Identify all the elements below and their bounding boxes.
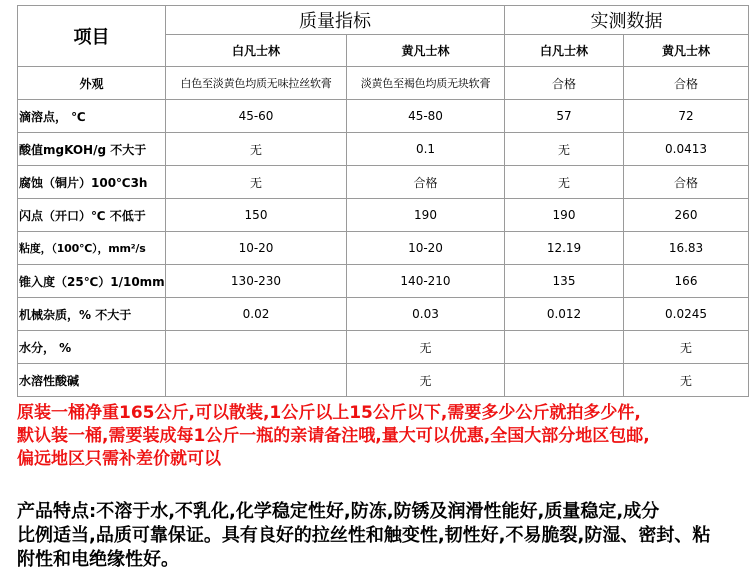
measured-white-cell bbox=[505, 331, 624, 364]
table-row bbox=[18, 133, 749, 166]
spec-yellow-cell: 190 bbox=[347, 199, 505, 232]
measured-white-cell: 0.012 bbox=[505, 298, 624, 331]
row-label: 机械杂质，% 不大于 bbox=[18, 298, 166, 331]
measured-white-cell: 合格 bbox=[505, 67, 624, 100]
row-label: 锥入度（25℃）1/10mm bbox=[18, 265, 166, 298]
measured-yellow-cell: 166 bbox=[624, 265, 749, 298]
table-row bbox=[18, 364, 749, 397]
spec-yellow-cell: 合格 bbox=[347, 166, 505, 199]
header-spec-white: 白凡士林 bbox=[166, 35, 347, 67]
row-label: 酸值mgKOH/g 不大于 bbox=[18, 133, 166, 166]
measured-white-cell: 135 bbox=[505, 265, 624, 298]
row-label: 水溶性酸碱 bbox=[18, 364, 166, 397]
measured-white-cell: 57 bbox=[505, 100, 624, 133]
measured-white-cell bbox=[505, 364, 624, 397]
measured-yellow-cell: 0.0245 bbox=[624, 298, 749, 331]
measured-yellow-cell: 72 bbox=[624, 100, 749, 133]
spec-white-cell: 无 bbox=[166, 133, 347, 166]
spec-white-cell: 白色至淡黄色均质无味拉丝软膏 bbox=[166, 67, 347, 100]
row-label: 外观 bbox=[18, 67, 166, 100]
spec-white-cell: 150 bbox=[166, 199, 347, 232]
spec-white-cell bbox=[166, 364, 347, 397]
spec-white-cell: 130-230 bbox=[166, 265, 347, 298]
table-row bbox=[18, 331, 749, 364]
table-row bbox=[18, 298, 749, 331]
notice-line: 偏远地区只需补差价就可以 bbox=[17, 449, 221, 469]
row-label: 滴溶点， ℃ bbox=[18, 100, 166, 133]
row-label: 闪点（开口）℃ 不低于 bbox=[18, 199, 166, 232]
spec-white-cell: 无 bbox=[166, 166, 347, 199]
table-row bbox=[18, 232, 749, 265]
spec-white-cell: 0.02 bbox=[166, 298, 347, 331]
notice-line: 原装一桶净重165公斤,可以散装,1公斤以上15公斤以下,需要多少公斤就拍多少件, bbox=[17, 403, 641, 423]
measured-yellow-cell: 0.0413 bbox=[624, 133, 749, 166]
features-line: 附性和电绝缘性好。 bbox=[17, 549, 179, 570]
spec-white-cell: 10-20 bbox=[166, 232, 347, 265]
measured-yellow-cell: 合格 bbox=[624, 67, 749, 100]
purchase-notice bbox=[17, 402, 745, 471]
notice-line: 默认装一桶,需要装成每1公斤一瓶的亲请备注哦,量大可以优惠,全国大部分地区包邮, bbox=[17, 426, 650, 446]
row-label: 水分， % bbox=[18, 331, 166, 364]
spec-yellow-cell: 140-210 bbox=[347, 265, 505, 298]
table-row bbox=[18, 199, 749, 232]
table-row bbox=[18, 166, 749, 199]
product-features bbox=[17, 500, 743, 572]
table-row bbox=[18, 100, 749, 133]
features-line: 产品特点:不溶于水,不乳化,化学稳定性好,防冻,防锈及润滑性能好,质量稳定,成分 bbox=[17, 501, 660, 522]
row-label: 腐蚀（铜片）100℃3h bbox=[18, 166, 166, 199]
spec-white-cell: 45-60 bbox=[166, 100, 347, 133]
measured-yellow-cell: 无 bbox=[624, 331, 749, 364]
measured-yellow-cell: 260 bbox=[624, 199, 749, 232]
measured-yellow-cell: 16.83 bbox=[624, 232, 749, 265]
spec-yellow-cell: 0.1 bbox=[347, 133, 505, 166]
spec-yellow-cell: 无 bbox=[347, 331, 505, 364]
spec-table bbox=[17, 5, 749, 397]
measured-white-cell: 190 bbox=[505, 199, 624, 232]
header-measured-group: 实测数据 bbox=[505, 6, 749, 35]
measured-white-cell: 无 bbox=[505, 166, 624, 199]
table-row bbox=[18, 67, 749, 100]
header-measured-white: 白凡士林 bbox=[505, 35, 624, 67]
spec-yellow-cell: 无 bbox=[347, 364, 505, 397]
measured-white-cell: 无 bbox=[505, 133, 624, 166]
features-line: 比例适当,品质可靠保证。具有良好的拉丝性和触变性,韧性好,不易脆裂,防湿、密封、粘 bbox=[17, 525, 711, 546]
table-header-row bbox=[18, 6, 749, 35]
header-measured-yellow: 黄凡士林 bbox=[624, 35, 749, 67]
spec-yellow-cell: 10-20 bbox=[347, 232, 505, 265]
spec-yellow-cell: 45-80 bbox=[347, 100, 505, 133]
header-item: 项目 bbox=[18, 6, 166, 67]
measured-white-cell: 12.19 bbox=[505, 232, 624, 265]
header-spec-yellow: 黄凡士林 bbox=[347, 35, 505, 67]
measured-yellow-cell: 无 bbox=[624, 364, 749, 397]
spec-white-cell bbox=[166, 331, 347, 364]
spec-yellow-cell: 0.03 bbox=[347, 298, 505, 331]
spec-yellow-cell: 淡黄色至褐色均质无块软膏 bbox=[347, 67, 505, 100]
measured-yellow-cell: 合格 bbox=[624, 166, 749, 199]
table-row bbox=[18, 265, 749, 298]
header-spec-group: 质量指标 bbox=[166, 6, 505, 35]
row-label: 粘度，（100℃），mm²/s bbox=[18, 232, 166, 265]
